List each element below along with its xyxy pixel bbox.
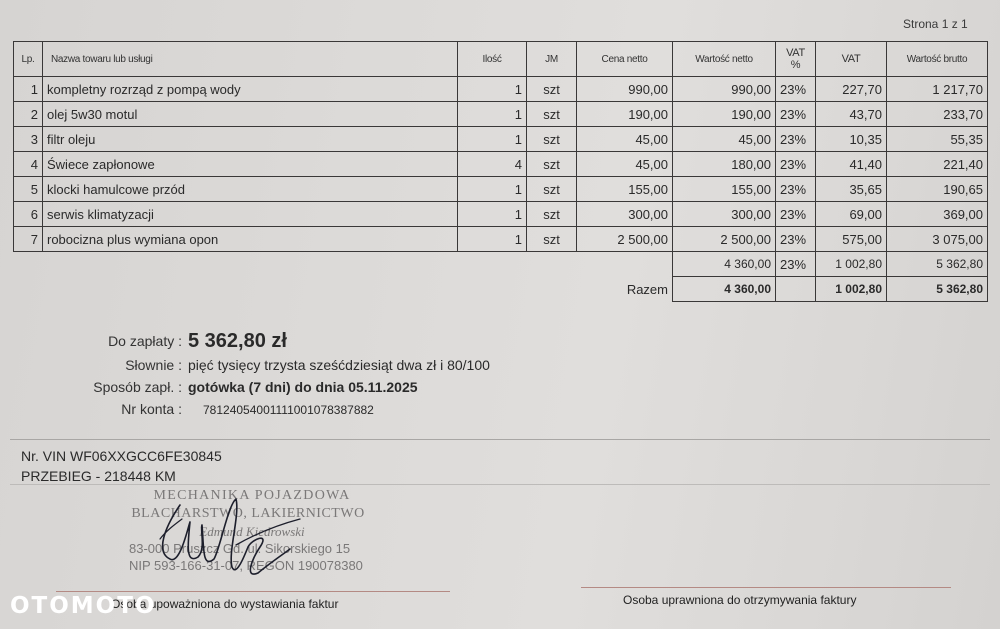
row-value-gross: 55,35 bbox=[887, 127, 988, 152]
table-row bbox=[14, 152, 988, 177]
col-header-lp: Lp. bbox=[14, 42, 43, 77]
row-jm: szt bbox=[527, 152, 577, 177]
col-header-qty: Ilość bbox=[458, 42, 527, 77]
row-vat-rate: 23% bbox=[776, 77, 816, 102]
row-vat-rate: 23% bbox=[776, 102, 816, 127]
row-lp: 5 bbox=[14, 177, 43, 202]
amount-words-value: pięć tysięcy trzysta sześćdziesiąt dwa zł i 80/100 bbox=[188, 357, 490, 373]
table-row bbox=[14, 177, 988, 202]
row-price-net: 155,00 bbox=[577, 177, 673, 202]
table-header-row bbox=[14, 42, 988, 77]
invoice-items-table bbox=[13, 41, 988, 302]
row-lp: 7 bbox=[14, 227, 43, 252]
row-name: kompletny rozrząd z pompą wody bbox=[43, 77, 458, 102]
handwritten-signature-icon bbox=[140, 497, 340, 587]
stamp-line-2: BLACHARSTWO, LAKIERNICTWO bbox=[131, 506, 365, 521]
receiver-signature-label: Osoba uprawniona do otrzymywania faktury bbox=[623, 593, 857, 607]
stamp-line-5: NIP 593-166-31-07, REGON 190078380 bbox=[129, 558, 363, 573]
row-name: filtr oleju bbox=[43, 127, 458, 152]
row-qty: 1 bbox=[458, 77, 527, 102]
divider bbox=[10, 484, 990, 485]
subtotal-value-gross: 5 362,80 bbox=[887, 252, 988, 277]
stamp-line-1: MECHANIKA POJAZDOWA bbox=[153, 488, 351, 503]
row-qty: 1 bbox=[458, 177, 527, 202]
row-vat: 227,70 bbox=[816, 77, 887, 102]
issuer-signature-line bbox=[56, 591, 450, 592]
subtotal-vat-rate: 23% bbox=[776, 252, 816, 277]
row-price-net: 190,00 bbox=[577, 102, 673, 127]
total-label: Razem bbox=[626, 281, 668, 297]
row-vat-rate: 23% bbox=[776, 202, 816, 227]
row-vat-rate: 23% bbox=[776, 227, 816, 252]
vat-rate-header-line1: VAT bbox=[786, 47, 805, 59]
row-price-net: 45,00 bbox=[577, 127, 673, 152]
col-header-vat: VAT bbox=[816, 42, 887, 77]
row-lp: 3 bbox=[14, 127, 43, 152]
row-qty: 1 bbox=[458, 227, 527, 252]
row-value-gross: 369,00 bbox=[887, 202, 988, 227]
account-label: Nr konta : bbox=[121, 401, 182, 417]
row-jm: szt bbox=[527, 227, 577, 252]
row-value-gross: 190,65 bbox=[887, 177, 988, 202]
row-name: olej 5w30 motul bbox=[43, 102, 458, 127]
row-qty: 4 bbox=[458, 152, 527, 177]
amount-due-label: Do zapłaty : bbox=[108, 333, 182, 349]
row-price-net: 2 500,00 bbox=[577, 227, 673, 252]
row-vat: 43,70 bbox=[816, 102, 887, 127]
amount-due-value: 5 362,80 zł bbox=[188, 330, 287, 352]
table-row bbox=[14, 227, 988, 252]
payment-method-value: gotówka (7 dni) do dnia 05.11.2025 bbox=[188, 379, 418, 395]
row-lp: 4 bbox=[14, 152, 43, 177]
row-price-net: 45,00 bbox=[577, 152, 673, 177]
row-jm: szt bbox=[527, 202, 577, 227]
table-row bbox=[14, 102, 988, 127]
row-value-net: 990,00 bbox=[673, 77, 776, 102]
row-vat: 41,40 bbox=[816, 152, 887, 177]
total-vat: 1 002,80 bbox=[816, 277, 887, 302]
account-value: 78124054001111001078387882 bbox=[203, 403, 374, 417]
row-price-net: 300,00 bbox=[577, 202, 673, 227]
row-value-gross: 233,70 bbox=[887, 102, 988, 127]
row-jm: szt bbox=[527, 77, 577, 102]
mileage: PRZEBIEG - 218448 KM bbox=[21, 468, 176, 484]
row-name: Świece zapłonowe bbox=[43, 152, 458, 177]
row-jm: szt bbox=[527, 127, 577, 152]
row-value-gross: 221,40 bbox=[887, 152, 988, 177]
row-name: robocizna plus wymiana opon bbox=[43, 227, 458, 252]
row-vat-rate: 23% bbox=[776, 127, 816, 152]
receiver-signature-line bbox=[581, 587, 951, 588]
row-vat: 10,35 bbox=[816, 127, 887, 152]
table-row bbox=[14, 77, 988, 102]
row-value-net: 2 500,00 bbox=[673, 227, 776, 252]
total-row bbox=[14, 277, 988, 302]
row-qty: 1 bbox=[458, 202, 527, 227]
row-vat: 69,00 bbox=[816, 202, 887, 227]
col-header-name: Nazwa towaru lub usługi bbox=[43, 42, 458, 77]
stamp-line-3: Edmund Kiedrowski bbox=[199, 524, 305, 539]
table-row bbox=[14, 202, 988, 227]
col-header-value-gross: Wartość brutto bbox=[887, 42, 988, 77]
vehicle-info bbox=[21, 446, 222, 486]
vat-rate-header-line2: % bbox=[790, 59, 801, 71]
row-value-net: 155,00 bbox=[673, 177, 776, 202]
row-vat-rate: 23% bbox=[776, 152, 816, 177]
col-header-price-net: Cena netto bbox=[577, 42, 673, 77]
stamp-line-4: 83-000 Pruszcz Gd. ul. Sikorskiego 15 bbox=[129, 541, 351, 556]
subtotal-row bbox=[14, 252, 988, 277]
vin-number: Nr. VIN WF06XXGCC6FE30845 bbox=[21, 448, 222, 464]
issuer-signature-label: Osoba upoważniona do wystawiania faktur bbox=[111, 597, 339, 611]
subtotal-vat: 1 002,80 bbox=[816, 252, 887, 277]
row-vat: 35,65 bbox=[816, 177, 887, 202]
col-header-value-net: Wartość netto bbox=[673, 42, 776, 77]
subtotal-value-net: 4 360,00 bbox=[673, 252, 776, 277]
row-value-net: 300,00 bbox=[673, 202, 776, 227]
total-value-gross: 5 362,80 bbox=[887, 277, 988, 302]
col-header-jm: JM bbox=[527, 42, 577, 77]
row-jm: szt bbox=[527, 177, 577, 202]
total-value-net: 4 360,00 bbox=[673, 277, 776, 302]
row-vat: 575,00 bbox=[816, 227, 887, 252]
row-jm: szt bbox=[527, 102, 577, 127]
row-value-net: 45,00 bbox=[673, 127, 776, 152]
amount-words-label: Słownie : bbox=[125, 357, 182, 373]
row-lp: 2 bbox=[14, 102, 43, 127]
otomoto-watermark-logo: OTOMOTO bbox=[10, 593, 157, 619]
table-row bbox=[14, 127, 988, 152]
row-value-gross: 1 217,70 bbox=[887, 77, 988, 102]
payment-method-label: Sposób zapł. : bbox=[93, 379, 182, 395]
row-lp: 1 bbox=[14, 77, 43, 102]
row-name: serwis klimatyzacji bbox=[43, 202, 458, 227]
row-price-net: 990,00 bbox=[577, 77, 673, 102]
row-value-net: 190,00 bbox=[673, 102, 776, 127]
row-qty: 1 bbox=[458, 102, 527, 127]
row-qty: 1 bbox=[458, 127, 527, 152]
row-value-gross: 3 075,00 bbox=[887, 227, 988, 252]
page-indicator: Strona 1 z 1 bbox=[903, 17, 968, 31]
row-lp: 6 bbox=[14, 202, 43, 227]
divider bbox=[10, 439, 990, 440]
row-vat-rate: 23% bbox=[776, 177, 816, 202]
col-header-vat-rate bbox=[776, 42, 816, 77]
total-vat-rate-empty bbox=[776, 277, 816, 302]
row-value-net: 180,00 bbox=[673, 152, 776, 177]
row-name: klocki hamulcowe przód bbox=[43, 177, 458, 202]
